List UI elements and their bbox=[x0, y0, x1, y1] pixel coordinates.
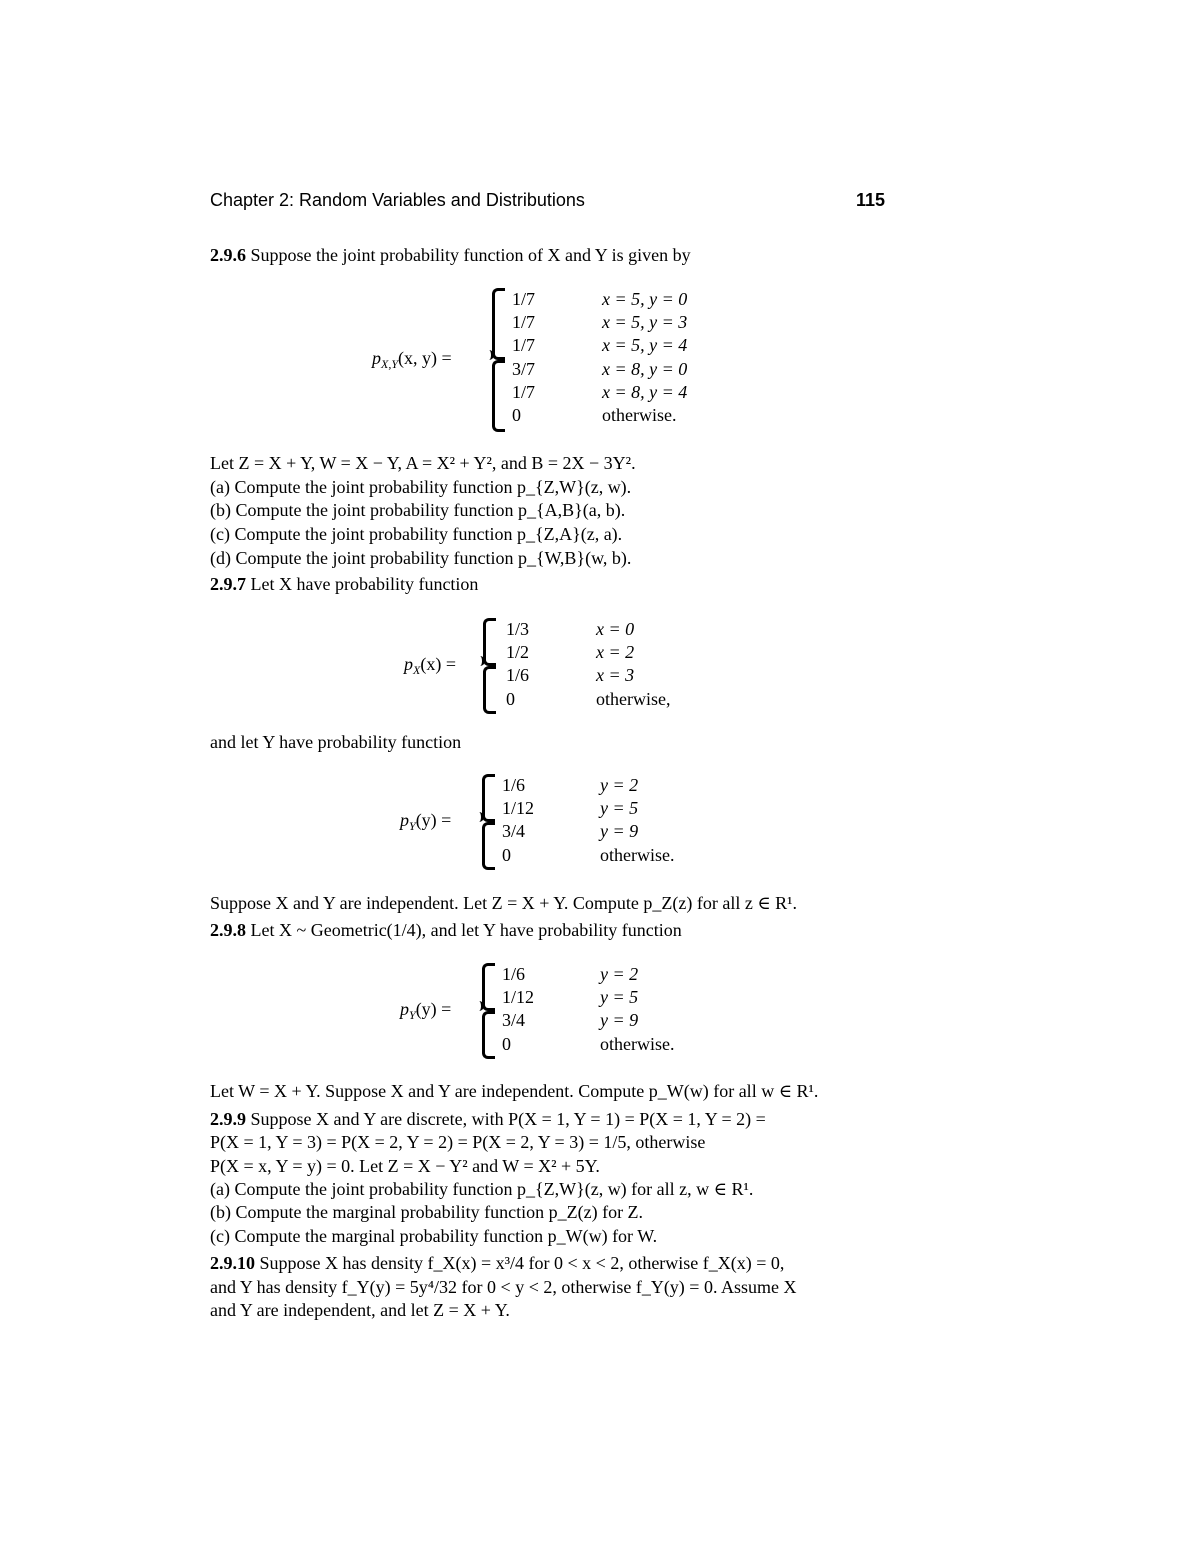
piecewise-py: $p_Y(y)$ = 1/6 y = 2 1/12 y = 5 3/4 y = 9 0 otherwise. bbox=[210, 772, 885, 868]
exercise-text: Let X have probability function bbox=[250, 574, 479, 594]
brace-tip bbox=[483, 350, 494, 360]
let-statement: Let Z = X + Y, W = X − Y, A = X² + Y², and B = 2X − 3Y². bbox=[210, 453, 636, 473]
piecewise-px: $p_X(x)$ = 1/3 x = 0 1/2 x = 2 1/6 x = 3 0 otherwise, bbox=[210, 616, 885, 712]
brace-bottom bbox=[482, 1011, 495, 1059]
exercise-2-9-8-intro bbox=[210, 919, 682, 942]
part-c: (c) Compute the marginal probability function p_W(w) for W. bbox=[210, 1226, 658, 1246]
exercise-2-9-9-line2: P(X = 1, Y = 3) = P(X = 2, Y = 2) = P(X = 2, Y = 3) = 1/5, otherwise bbox=[210, 1132, 706, 1152]
brace-bottom bbox=[492, 360, 505, 432]
exercise-2-9-9-line1 bbox=[210, 1108, 766, 1131]
part-c: (c) Compute the joint probability function p_{Z,A}(z, a). bbox=[210, 524, 623, 544]
piecewise-lhs: $p_Y(y)$ = bbox=[400, 999, 452, 1022]
part-b: (b) Compute the joint probability function p_{A,B}(a, b). bbox=[210, 500, 626, 520]
exercise-2-9-10-line2: and Y has density f_Y(y) = 5y⁴/32 for 0 < y < 2, otherwise f_Y(y) = 0. Assume X bbox=[210, 1277, 797, 1297]
exercise-number: 2.9.8 bbox=[210, 920, 246, 940]
brace-top bbox=[482, 774, 495, 822]
brace-tip bbox=[473, 1001, 484, 1011]
mid-text: and let Y have probability function bbox=[210, 732, 462, 752]
exercise-number: 2.9.7 bbox=[210, 574, 246, 594]
exercise-number: 2.9.10 bbox=[210, 1253, 255, 1273]
brace-tip bbox=[473, 812, 484, 822]
exercise-text: Suppose X and Y are discrete, with P(X = 1, Y = 1) = P(X = 1, Y = 2) = bbox=[250, 1109, 766, 1129]
exercise-2-9-9-line3: P(X = x, Y = y) = 0. Let Z = X − Y² and W = X² + 5Y. bbox=[210, 1156, 600, 1176]
piecewise-lhs: $p_{X,Y}(x$, y) = bbox=[372, 348, 452, 371]
page-number: 115 bbox=[855, 190, 885, 210]
brace-tip bbox=[474, 656, 485, 666]
brace-top bbox=[482, 963, 495, 1011]
part-d: (d) Compute the joint probability function p_{W,B}(w, b). bbox=[210, 548, 632, 568]
exercise-2-9-10-line3: and Y are independent, and let Z = X + Y. bbox=[210, 1300, 510, 1320]
exercise-2-9-7-intro bbox=[210, 573, 478, 596]
brace-top bbox=[483, 618, 496, 666]
brace-bottom bbox=[483, 666, 496, 714]
part-a: (a) Compute the joint probability function p_{Z,W}(z, w) for all z, w ∈ R¹. bbox=[210, 1179, 754, 1199]
exercise-number: 2.9.6 bbox=[210, 245, 246, 265]
exercise-text: Suppose X has density f_X(x) = x³/4 for 0 < x < 2, otherwise f_X(x) = 0, bbox=[259, 1253, 785, 1273]
closing-2-9-7: Suppose X and Y are independent. Let Z = X + Y. Compute p_Z(z) for all z ∈ R¹. bbox=[210, 893, 798, 913]
piecewise-lhs: $p_X(x)$ = bbox=[404, 654, 456, 677]
piecewise-lhs: $p_Y(y)$ = bbox=[400, 810, 452, 833]
brace-top bbox=[492, 288, 505, 360]
part-a: (a) Compute the joint probability function p_{Z,W}(z, w). bbox=[210, 477, 632, 497]
exercise-text: Let X ~ Geometric(1/4), and let Y have probability function bbox=[250, 920, 682, 940]
piecewise-pxy: $p_{X,Y}(x$, y) = 1/7 x = 5, y = 0 1/7 x = 5, y = 3 1/7 x = 5, y = 4 3/7 x = 8, y = 0 1/7 x = 8, y = 4 0 otherwise. bbox=[210, 286, 885, 430]
brace-bottom bbox=[482, 822, 495, 870]
exercise-text: Suppose the joint probability function of X and Y is given by bbox=[250, 245, 691, 265]
exercise-number: 2.9.9 bbox=[210, 1109, 246, 1129]
exercise-2-9-6-intro bbox=[210, 244, 691, 267]
closing-2-9-8: Let W = X + Y. Suppose X and Y are independent. Compute p_W(w) for all w ∈ R¹. bbox=[210, 1081, 819, 1101]
part-b: (b) Compute the marginal probability function p_Z(z) for Z. bbox=[210, 1202, 644, 1222]
page-header bbox=[210, 186, 885, 216]
chapter-title: Chapter 2: Random Variables and Distributions bbox=[210, 190, 585, 210]
exercise-2-9-10-line1 bbox=[210, 1252, 784, 1275]
piecewise-py-2: $p_Y(y)$ = 1/6 y = 2 1/12 y = 5 3/4 y = 9 0 otherwise. bbox=[210, 961, 885, 1057]
